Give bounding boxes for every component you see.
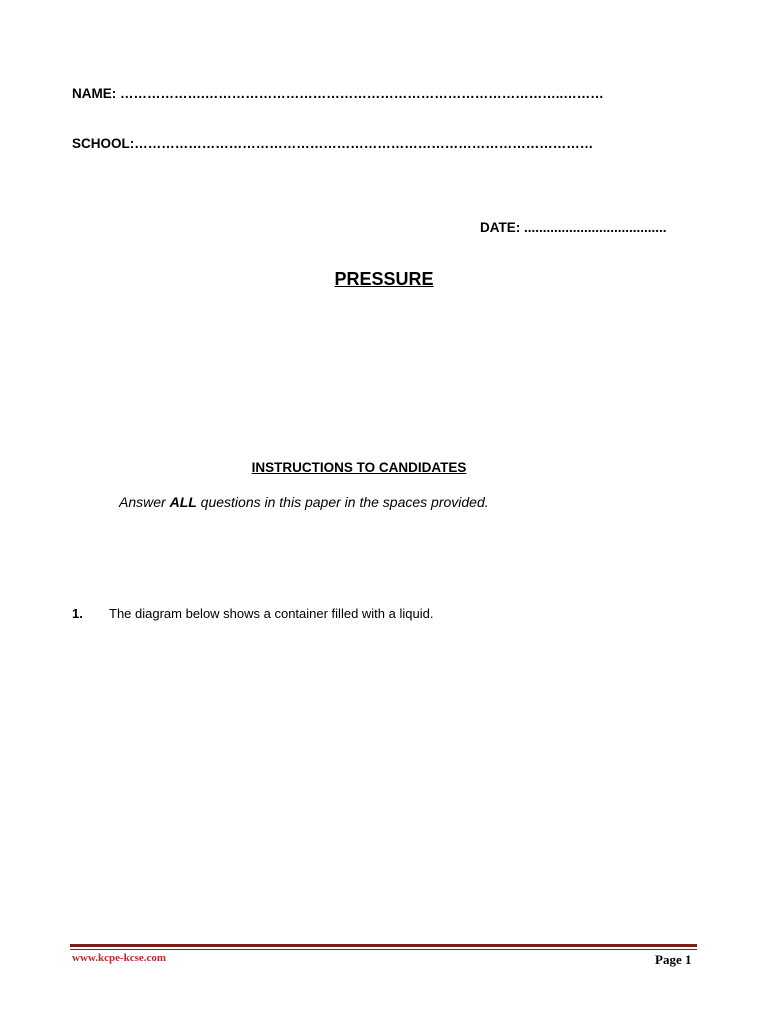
instructions-heading: INSTRUCTIONS TO CANDIDATES — [251, 460, 467, 475]
page-title: PRESSURE — [334, 269, 434, 289]
footer-rule-thin — [70, 949, 697, 950]
footer-page-number: Page 1 — [655, 952, 692, 967]
footer-rule-thick — [70, 944, 697, 947]
instructions-suffix: questions in this paper in the spaces provided. — [196, 494, 489, 510]
question-text: The diagram below shows a container filled with a liquid. — [109, 606, 434, 621]
footer-website-link[interactable]: www.kcpe-kcse.com — [72, 952, 167, 964]
school-field-line: SCHOOL:………………………………………………………………………………………… — [72, 136, 594, 151]
question-number: 1. — [72, 606, 83, 621]
name-field-line: NAME: ……………….……………………………………………………………………..……… — [72, 86, 604, 101]
instructions-text — [119, 494, 489, 510]
date-field-line: DATE: ...................................... — [480, 220, 667, 235]
instructions-prefix: Answer — [119, 494, 170, 510]
instructions-emphasis: ALL — [169, 494, 197, 510]
